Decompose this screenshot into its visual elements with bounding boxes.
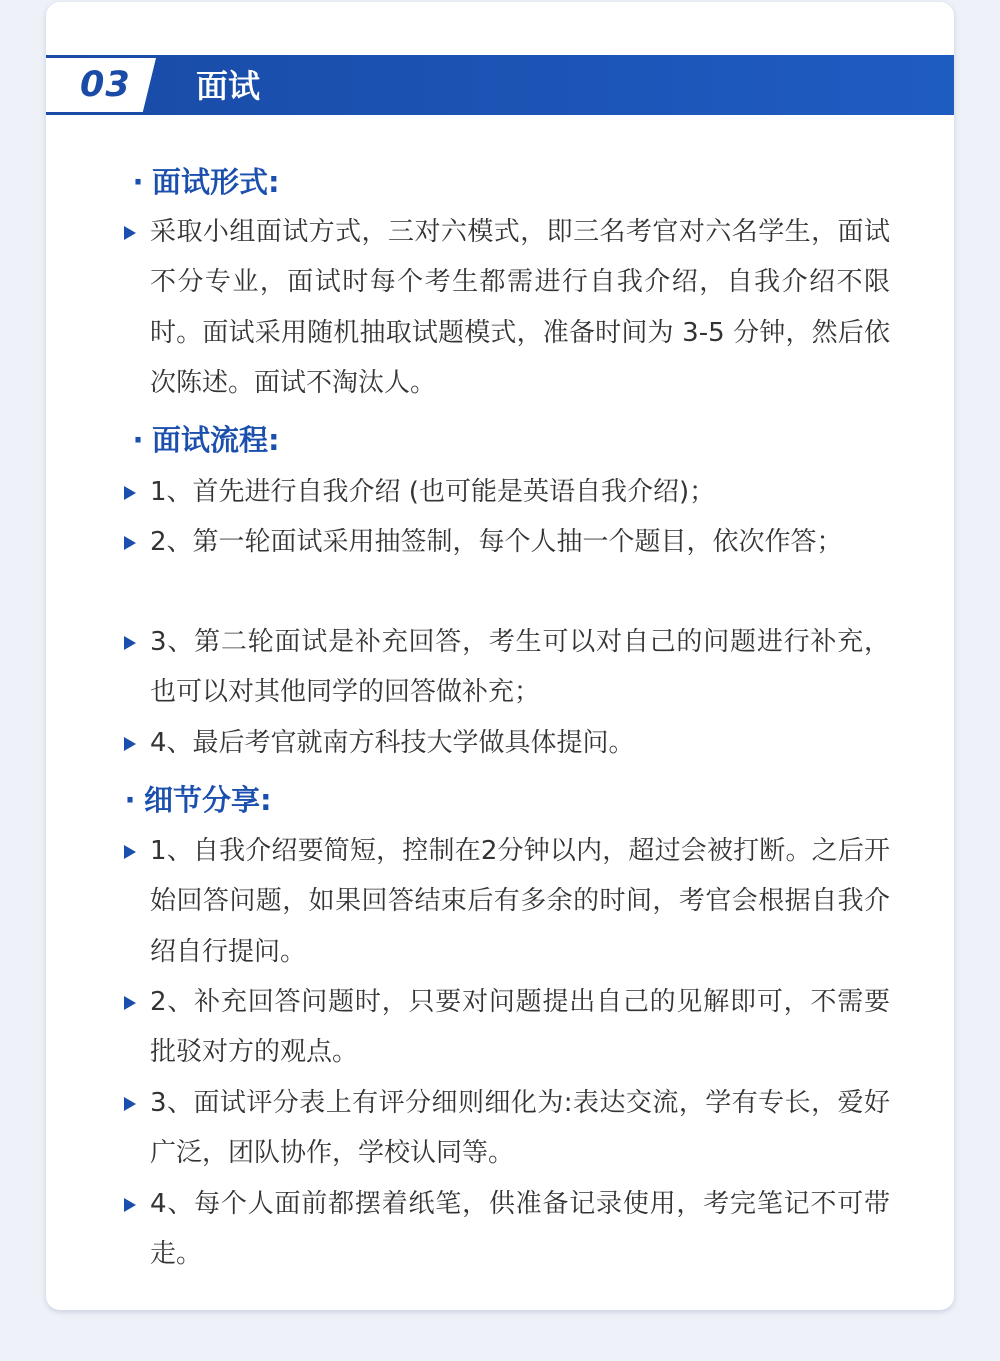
banner-underline	[46, 113, 156, 115]
section-title: 面试	[196, 67, 261, 105]
list-item-text: 4、最后考官就南方科技大学做具体提问。	[150, 728, 635, 758]
list-item-text: 2、第一轮面试采用抽签制，每个人抽一个题目，依次作答；	[150, 527, 843, 557]
group-heading-format	[130, 162, 280, 202]
dot-icon: ·	[132, 165, 144, 199]
triangle-right-icon	[124, 845, 136, 859]
group-heading-label: 面试流程:	[152, 423, 280, 457]
list-item-text: 3、第二轮面试是补充回答，考生可以对自己的问题进行补充，也可以对其他同学的回答做补充；	[150, 627, 890, 708]
section-number: 03	[80, 65, 131, 105]
dot-icon: ·	[132, 423, 144, 457]
group-heading-label: 细节分享:	[144, 783, 272, 817]
triangle-right-icon	[124, 1097, 136, 1111]
banner-bar	[46, 55, 954, 115]
list-item-text: 4、每个人面前都摆着纸笔，供准备记录使用，考完笔记不可带走。	[150, 1189, 890, 1270]
triangle-right-icon	[124, 996, 136, 1010]
triangle-right-icon	[124, 737, 136, 751]
list-item-text: 1、自我介绍要简短，控制在2分钟以内，超过会被打断。之后开始回答问题，如果回答结束后有多余的时间，考官会根据自我介绍自行提问。	[150, 836, 890, 967]
group-heading-details	[122, 780, 272, 820]
dot-icon: ·	[124, 783, 136, 817]
triangle-right-icon	[124, 636, 136, 650]
list-item-text: 采取小组面试方式，三对六模式，即三名考官对六名学生，面试不分专业，面试时每个考生都需进行自我介绍，自我介绍不限时。面试采用随机抽取试题模式，准备时间为 3-5 分钟，然后依次陈述。面试不淘汰人。	[150, 217, 890, 399]
triangle-right-icon	[124, 226, 136, 240]
group-heading-process	[130, 420, 280, 460]
list-item-text: 3、面试评分表上有评分细则细化为:表达交流，学有专长，爱好广泛，团队协作，学校认同等。	[150, 1088, 890, 1169]
triangle-right-icon	[124, 1198, 136, 1212]
content-card	[46, 2, 954, 1310]
group-heading-label: 面试形式:	[152, 165, 280, 199]
triangle-right-icon	[124, 486, 136, 500]
list-item-text: 2、补充回答问题时，只要对问题提出自己的见解即可，不需要批驳对方的观点。	[150, 987, 890, 1068]
section-banner	[46, 55, 954, 115]
list-item-text: 1、首先进行自我介绍 (也可能是英语自我介绍)；	[150, 477, 716, 507]
triangle-right-icon	[124, 536, 136, 550]
